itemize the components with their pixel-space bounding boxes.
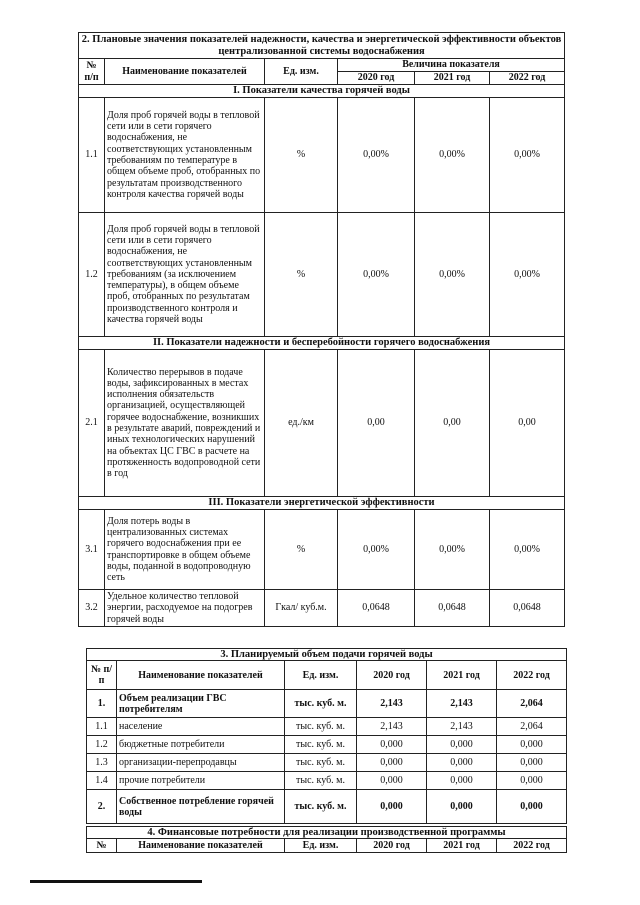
row-num: 3.1 xyxy=(79,510,105,590)
row-name: Доля проб горячей воды в тепловой сети или в сети горячего водоснабжения, не соответствующих установленным требованиям (за исключением температуры), в общем объеме проб, отобранных по результатам производственного контроля и качества горячей воды xyxy=(105,213,265,337)
table-row xyxy=(79,350,565,497)
row-num: 1.1 xyxy=(87,718,117,736)
row-value-2021: 0,00 xyxy=(415,350,490,497)
table-row xyxy=(87,736,567,754)
row-name: Удельное количество тепловой энергии, расходуемое на подогрев горячей воды xyxy=(105,590,265,627)
header-unit: Ед. изм. xyxy=(265,59,338,85)
section-title: 4. Финансовые потребности для реализации производственной программы xyxy=(87,827,567,839)
row-value-2021: 0,000 xyxy=(427,790,497,824)
row-value-2021: 0,0648 xyxy=(415,590,490,627)
row-value-2020: 0,0648 xyxy=(338,590,415,627)
row-value-2021: 0,00% xyxy=(415,213,490,337)
header-num: № xyxy=(87,839,117,853)
row-value-2020: 0,00% xyxy=(338,98,415,213)
row-value-2022: 0,000 xyxy=(497,772,567,790)
row-value-2022: 0,000 xyxy=(497,754,567,772)
row-name: Доля проб горячей воды в тепловой сети или в сети горячего водоснабжения, не соответствующих установленным требованиям по температуре в общем объеме проб, отобранных по результатам производственного контроля качества горячей воды xyxy=(105,98,265,213)
row-name: Объем реализации ГВС потребителям xyxy=(117,690,285,718)
header-num: № п/п xyxy=(87,661,117,690)
row-value-2021: 2,143 xyxy=(427,690,497,718)
row-value-2021: 0,000 xyxy=(427,736,497,754)
row-value-2020: 0,000 xyxy=(357,754,427,772)
section-title: 2. Плановые значения показателей надежности, качества и энергетической эффективности объектов централизованной системы водоснабжения xyxy=(79,33,565,59)
row-value-2022: 2,064 xyxy=(497,718,567,736)
row-value-2020: 0,000 xyxy=(357,790,427,824)
row-num: 1.2 xyxy=(79,213,105,337)
row-name: организации-перепродавцы xyxy=(117,754,285,772)
header-unit: Ед. изм. xyxy=(285,661,357,690)
header-num: № п/п xyxy=(79,59,105,85)
row-value-2022: 0,00% xyxy=(490,98,565,213)
row-name: Количество перерывов в подаче воды, зафиксированных в местах исполнения обязательств организацией, осуществляющей горячее водоснабжение, возникших в результате аварий, повреждений и иных технологических нарушений на объектах ЦС ГВС в расчете на протяженность водопроводной сети в год xyxy=(105,350,265,497)
footer-rule xyxy=(30,880,202,883)
row-unit: % xyxy=(265,98,338,213)
header-year: 2020 год xyxy=(338,72,415,85)
row-num: 3.2 xyxy=(79,590,105,627)
row-value-2020: 0,000 xyxy=(357,736,427,754)
row-unit: Гкал/ куб.м. xyxy=(265,590,338,627)
row-value-2022: 0,00% xyxy=(490,213,565,337)
table-row xyxy=(79,213,565,337)
row-value-2022: 0,00 xyxy=(490,350,565,497)
table-row xyxy=(87,754,567,772)
table-row xyxy=(79,98,565,213)
header-unit: Ед. изм. xyxy=(285,839,357,853)
row-value-2020: 2,143 xyxy=(357,718,427,736)
header-year: 2021 год xyxy=(427,661,497,690)
reliability-indicators-table xyxy=(78,32,565,627)
row-unit: тыс. куб. м. xyxy=(285,690,357,718)
row-value-2021: 0,000 xyxy=(427,772,497,790)
row-name: Доля потерь воды в централизованных системах горячего водоснабжения при ее транспортировке в общем объеме воды, поданной в водопроводную сеть xyxy=(105,510,265,590)
group-title: II. Показатели надежности и бесперебойности горячего водоснабжения xyxy=(79,337,565,350)
header-year: 2021 год xyxy=(415,72,490,85)
row-value-2021: 0,00% xyxy=(415,98,490,213)
hot-water-supply-volume-table xyxy=(86,648,567,824)
header-name: Наименование показателей xyxy=(117,839,285,853)
header-value-group: Величина показателя xyxy=(338,59,565,72)
row-num: 2. xyxy=(87,790,117,824)
row-value-2021: 0,00% xyxy=(415,510,490,590)
row-value-2020: 0,00% xyxy=(338,213,415,337)
table-row xyxy=(79,510,565,590)
row-value-2022: 0,000 xyxy=(497,736,567,754)
row-unit: тыс. куб. м. xyxy=(285,736,357,754)
header-year: 2022 год xyxy=(497,839,567,853)
row-unit: тыс. куб. м. xyxy=(285,754,357,772)
header-name: Наименование показателей xyxy=(117,661,285,690)
row-value-2020: 0,000 xyxy=(357,772,427,790)
table-row xyxy=(87,718,567,736)
row-value-2020: 0,00% xyxy=(338,510,415,590)
row-num: 1.4 xyxy=(87,772,117,790)
header-year: 2022 год xyxy=(490,72,565,85)
row-name: бюджетные потребители xyxy=(117,736,285,754)
row-value-2020: 2,143 xyxy=(357,690,427,718)
table-row xyxy=(87,790,567,824)
table-row xyxy=(87,690,567,718)
row-value-2021: 0,000 xyxy=(427,754,497,772)
row-num: 1.3 xyxy=(87,754,117,772)
header-name: Наименование показателей xyxy=(105,59,265,85)
row-num: 1.1 xyxy=(79,98,105,213)
table-row xyxy=(87,772,567,790)
row-unit: % xyxy=(265,213,338,337)
header-year: 2021 год xyxy=(427,839,497,853)
row-value-2022: 0,00% xyxy=(490,510,565,590)
row-name: прочие потребители xyxy=(117,772,285,790)
row-unit: тыс. куб. м. xyxy=(285,772,357,790)
group-title: III. Показатели энергетической эффективности xyxy=(79,497,565,510)
row-value-2022: 0,0648 xyxy=(490,590,565,627)
row-unit: % xyxy=(265,510,338,590)
financial-needs-table xyxy=(86,826,567,853)
header-year: 2020 год xyxy=(357,661,427,690)
row-unit: ед./км xyxy=(265,350,338,497)
row-num: 1.2 xyxy=(87,736,117,754)
row-num: 2.1 xyxy=(79,350,105,497)
header-year: 2020 год xyxy=(357,839,427,853)
row-value-2022: 2,064 xyxy=(497,690,567,718)
row-value-2020: 0,00 xyxy=(338,350,415,497)
row-name: Собственное потребление горячей воды xyxy=(117,790,285,824)
row-name: население xyxy=(117,718,285,736)
header-year: 2022 год xyxy=(497,661,567,690)
table-row xyxy=(79,590,565,627)
row-value-2022: 0,000 xyxy=(497,790,567,824)
row-unit: тыс. куб. м. xyxy=(285,790,357,824)
row-num: 1. xyxy=(87,690,117,718)
section-title: 3. Планируемый объем подачи горячей воды xyxy=(87,649,567,661)
group-title: I. Показатели качества горячей воды xyxy=(79,85,565,98)
row-value-2021: 2,143 xyxy=(427,718,497,736)
row-unit: тыс. куб. м. xyxy=(285,718,357,736)
